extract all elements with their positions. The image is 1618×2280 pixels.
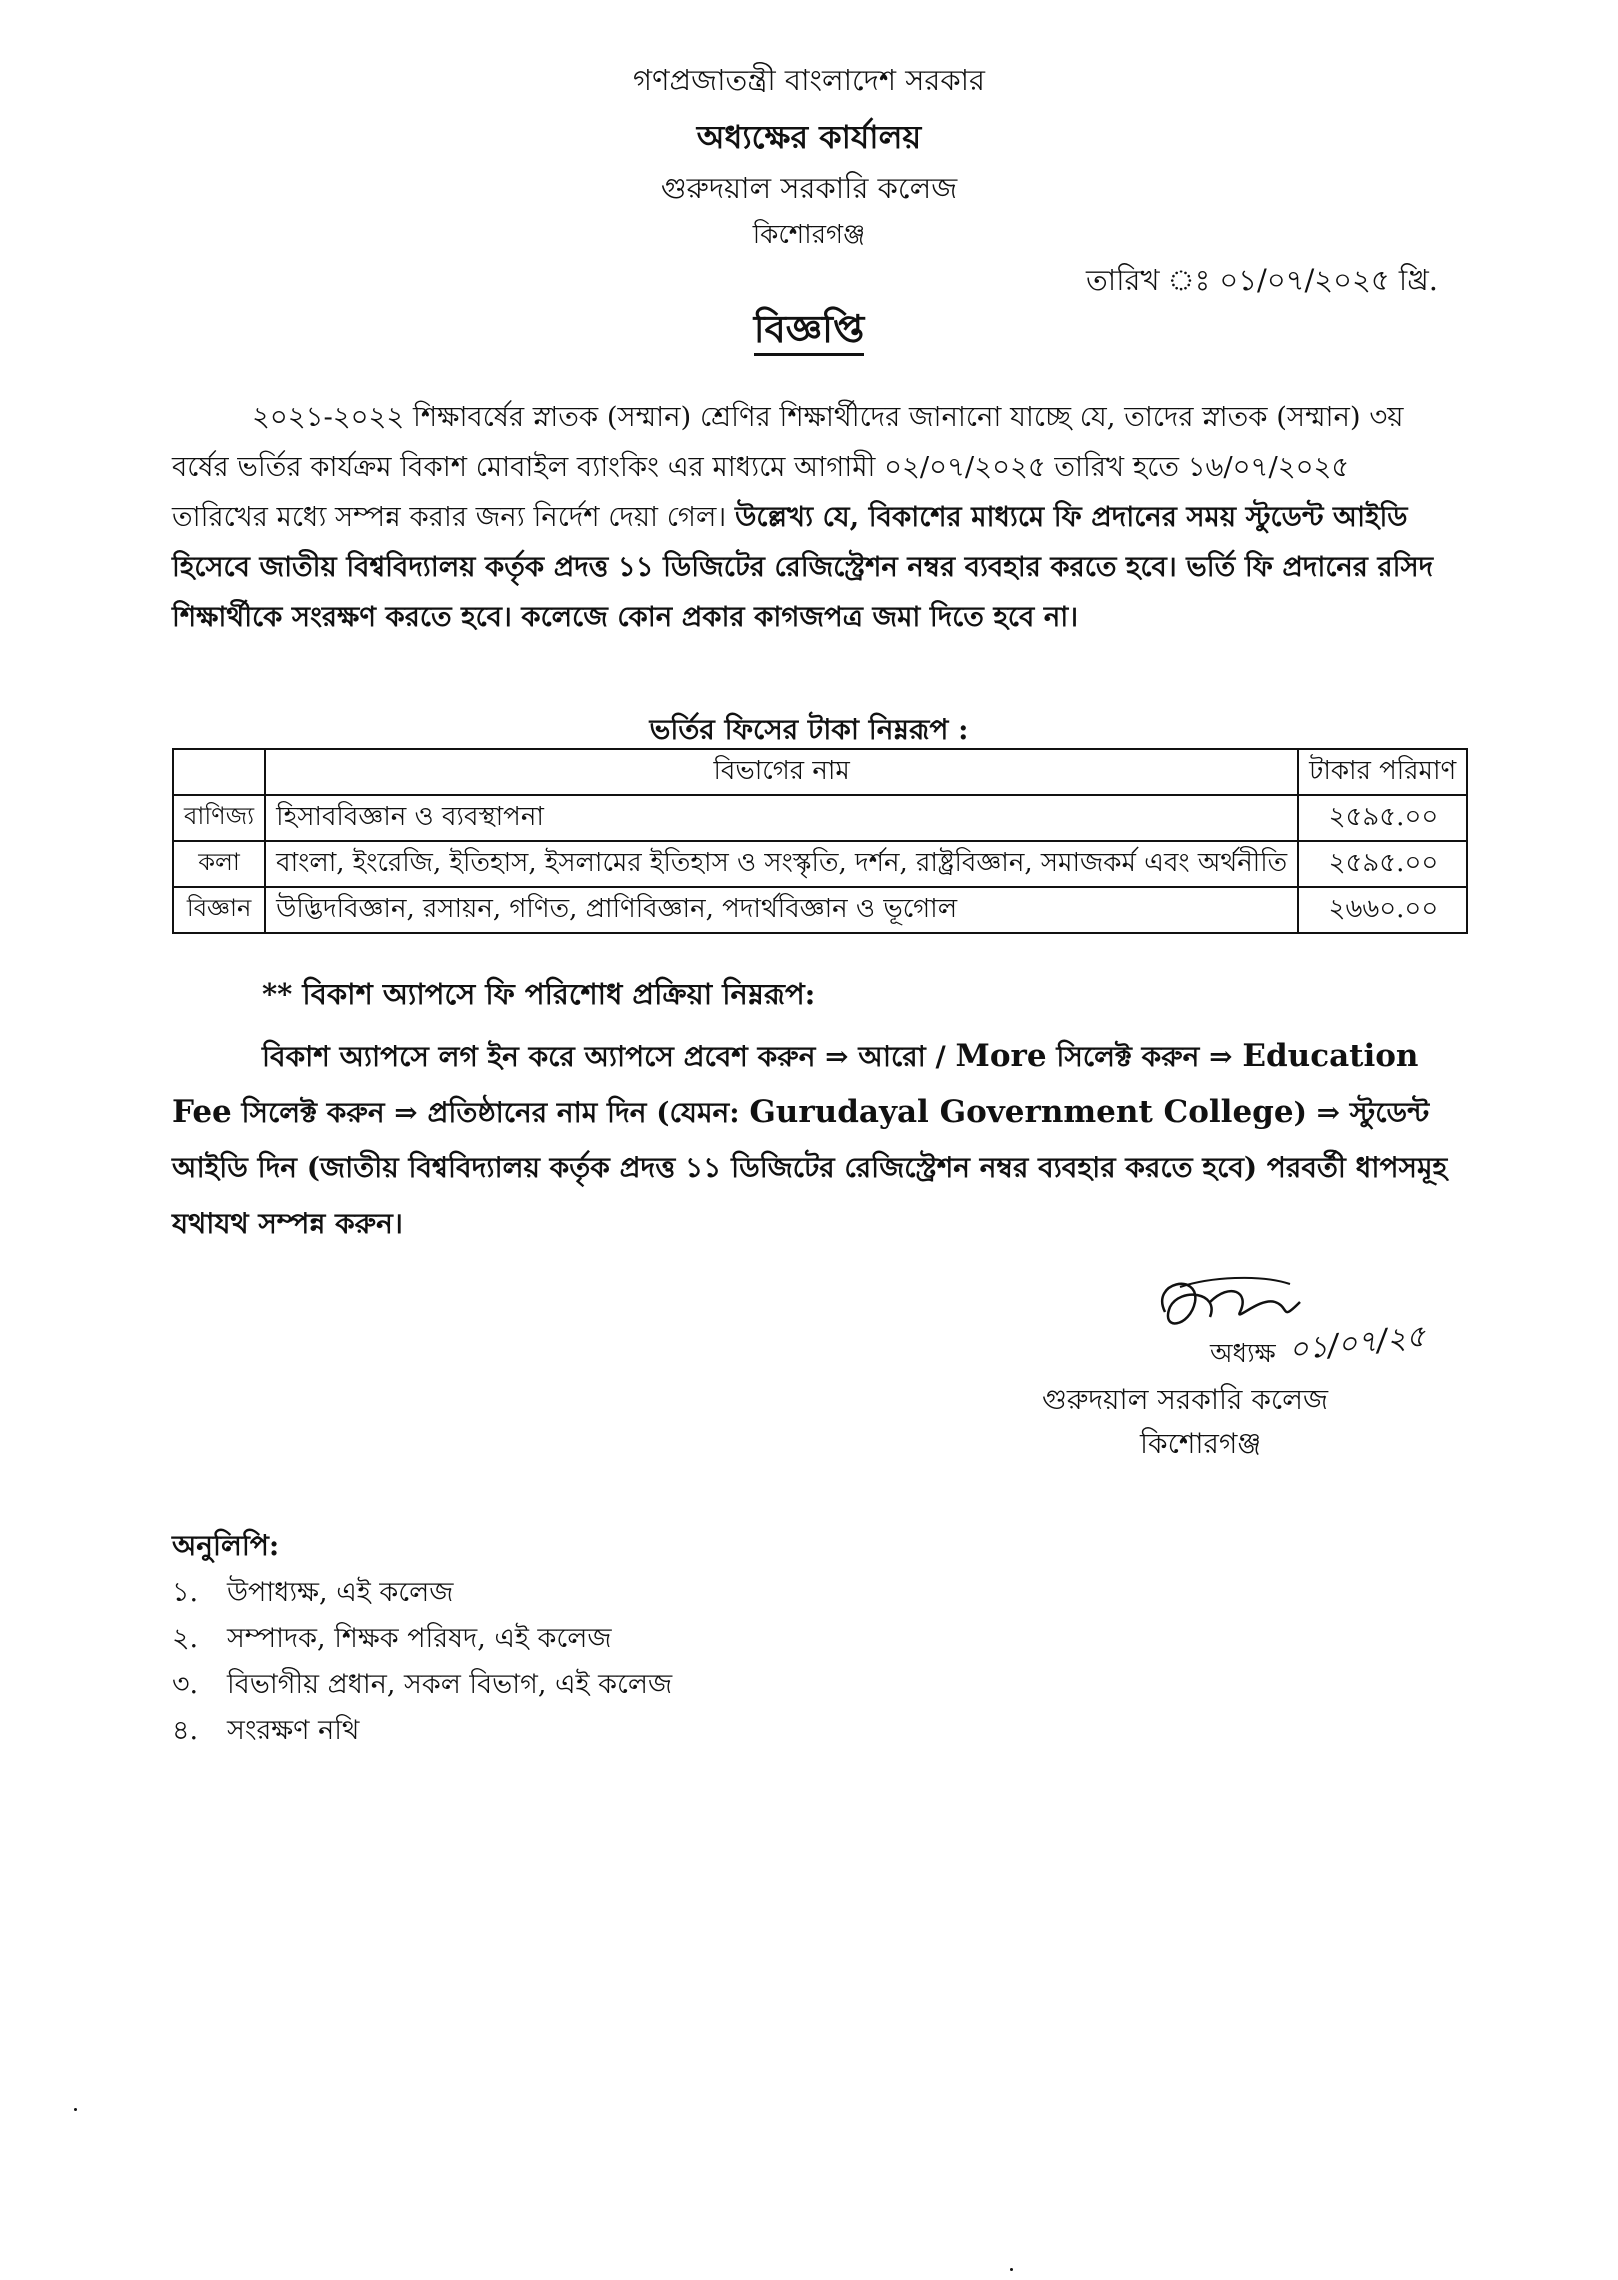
district-heading: কিশোরগঞ্জ: [752, 220, 866, 250]
list-item: [172, 1662, 672, 1708]
bkash-text: বিকাশ অ্যাপসে লগ ইন করে অ্যাপসে প্রবেশ করুন ⇒ আরো /: [262, 1040, 956, 1073]
list-item-number: ৩.: [172, 1669, 199, 1700]
college-heading: গুরুদয়াল সরকারি কলেজ: [660, 171, 958, 205]
list-item: [172, 1616, 672, 1662]
body-line: শিক্ষার্থীকে সংরক্ষণ করতে হবে। কলেজে কোন প্রকার কাগজপত্র জমা দিতে হবে না।: [172, 601, 1079, 633]
list-item: [172, 1708, 672, 1754]
list-item-text: সংরক্ষণ নথি: [227, 1715, 360, 1746]
bkash-text: সিলেক্ট করুন ⇒: [1046, 1040, 1243, 1073]
faculty-cell: বিজ্ঞান: [173, 887, 265, 933]
fee-table-header-amount: টাকার পরিমাণ: [1298, 749, 1467, 795]
notice-body: [172, 392, 1438, 642]
signature-handwritten-date: ০১/০৭/২৫: [1287, 1318, 1428, 1368]
list-item-text: উপাধ্যক্ষ, এই কলেজ: [227, 1577, 454, 1608]
body-line: ২০২১-২০২২ শিক্ষাবর্ষের স্নাতক (সম্মান) শ্রেণির শিক্ষার্থীদের জানানো যাচ্ছে যে, তাদের স্নাতক (সম্মান) ৩য়: [252, 401, 1404, 433]
amount-cell: ২৫৯৫.০০: [1298, 841, 1467, 887]
bkash-instructions: [172, 1028, 1448, 1252]
departments-cell: উদ্ভিদবিজ্ঞান, রসায়ন, গণিত, প্রাণিবিজ্ঞান, পদার্থবিজ্ঞান ও ভূগোল: [265, 887, 1298, 933]
bkash-text: ) ⇒ স্টুডেন্ট: [1293, 1096, 1430, 1129]
bkash-line: আইডি দিন (জাতীয় বিশ্ববিদ্যালয় কর্তৃক প্রদত্ত ১১ ডিজিটের রেজিস্ট্রেশন নম্বর ব্যবহার করতে হবে) পরবর্তী ধাপসমূহ: [172, 1151, 1448, 1184]
body-line-part-bold: উল্লেখ্য যে, বিকাশের মাধ্যমে ফি প্রদানের সময় স্টুডেন্ট আইডি: [735, 501, 1408, 533]
fee-table: [172, 748, 1468, 934]
table-row: [173, 887, 1467, 933]
bkash-text-en: Gurudayal Government College: [749, 1094, 1294, 1130]
bkash-line: [172, 1084, 1438, 1140]
body-line-part: তারিখের মধ্যে সম্পন্ন করার জন্য নির্দেশ দেয়া গেল।: [172, 501, 727, 533]
bkash-line: [172, 1028, 1438, 1084]
notice-title: [0, 300, 1618, 364]
government-heading: গণপ্রজাতন্ত্রী বাংলাদেশ সরকার: [632, 63, 986, 97]
list-item-text: সম্পাদক, শিক্ষক পরিষদ, এই কলেজ: [227, 1623, 612, 1654]
copies-title: অনুলিপি:: [172, 1529, 280, 1562]
bkash-instructions-title: ** বিকাশ অ্যাপসে ফি পরিশোধ প্রক্রিয়া নিম্নরূপ:: [262, 977, 816, 1011]
departments-cell: বাংলা, ইংরেজি, ইতিহাস, ইসলামের ইতিহাস ও সংস্কৃতি, দর্শন, রাষ্ট্রবিজ্ঞান, সমাজকর্ম এবং অর্থনীতি: [265, 841, 1298, 887]
table-row: [173, 841, 1467, 887]
signature-district: কিশোরগঞ্জ: [1140, 1427, 1262, 1460]
faculty-cell: কলা: [173, 841, 265, 887]
notice-date: তারিখ ঃ ০১/০৭/২০২৫ খ্রি.: [1086, 263, 1438, 297]
body-line: [172, 492, 1438, 542]
list-item-number: ১.: [172, 1577, 199, 1608]
signature-title: অধ্যক্ষ: [1210, 1339, 1276, 1369]
fee-table-header-department: বিভাগের নাম: [265, 749, 1298, 795]
list-item-text: বিভাগীয় প্রধান, সকল বিভাগ, এই কলেজ: [227, 1669, 673, 1700]
amount-cell: ২৬৬০.০০: [1298, 887, 1467, 933]
bkash-text: সিলেক্ট করুন ⇒ প্রতিষ্ঠানের নাম দিন (যেমন:: [231, 1096, 750, 1129]
amount-cell: ২৫৯৫.০০: [1298, 795, 1467, 841]
bkash-text-en: More: [955, 1038, 1047, 1074]
departments-cell: হিসাববিজ্ঞান ও ব্যবস্থাপনা: [265, 795, 1298, 841]
list-item-number: ৪.: [172, 1715, 199, 1746]
scan-speck: [74, 2108, 77, 2111]
body-line: হিসেবে জাতীয় বিশ্ববিদ্যালয় কর্তৃক প্রদত্ত ১১ ডিজিটের রেজিস্ট্রেশন নম্বর ব্যবহার করতে হবে। ভর্তি ফি প্রদানের রসিদ: [172, 551, 1434, 583]
notice-title-text: বিজ্ঞপ্তি: [754, 306, 865, 356]
faculty-cell: বাণিজ্য: [173, 795, 265, 841]
bkash-text-en: Fee: [172, 1094, 232, 1130]
fee-table-header-row: [173, 749, 1467, 795]
signature-office: গুরুদয়াল সরকারি কলেজ: [1042, 1383, 1329, 1416]
list-item-number: ২.: [172, 1623, 199, 1654]
bkash-line: যথাযথ সম্পন্ন করুন।: [172, 1207, 403, 1240]
fee-table-caption: ভর্তির ফিসের টাকা নিম্নরূপ :: [649, 713, 969, 746]
handwritten-signature: [1140, 1262, 1440, 1382]
bkash-text-en: Education: [1242, 1038, 1419, 1074]
fee-table-header-faculty: [173, 749, 265, 795]
scan-speck: [1010, 2268, 1013, 2271]
copies-list: [172, 1570, 672, 1754]
list-item: [172, 1570, 672, 1616]
signature-area: [1140, 1262, 1440, 1382]
table-row: [173, 795, 1467, 841]
office-heading: অধ্যক্ষের কার্যালয়: [696, 118, 922, 156]
body-line: বর্ষের ভর্তির কার্যক্রম বিকাশ মোবাইল ব্যাংকিং এর মাধ্যমে আগামী ০২/০৭/২০২৫ তারিখ হতে ১৬/০৭/২০২৫: [172, 451, 1350, 483]
